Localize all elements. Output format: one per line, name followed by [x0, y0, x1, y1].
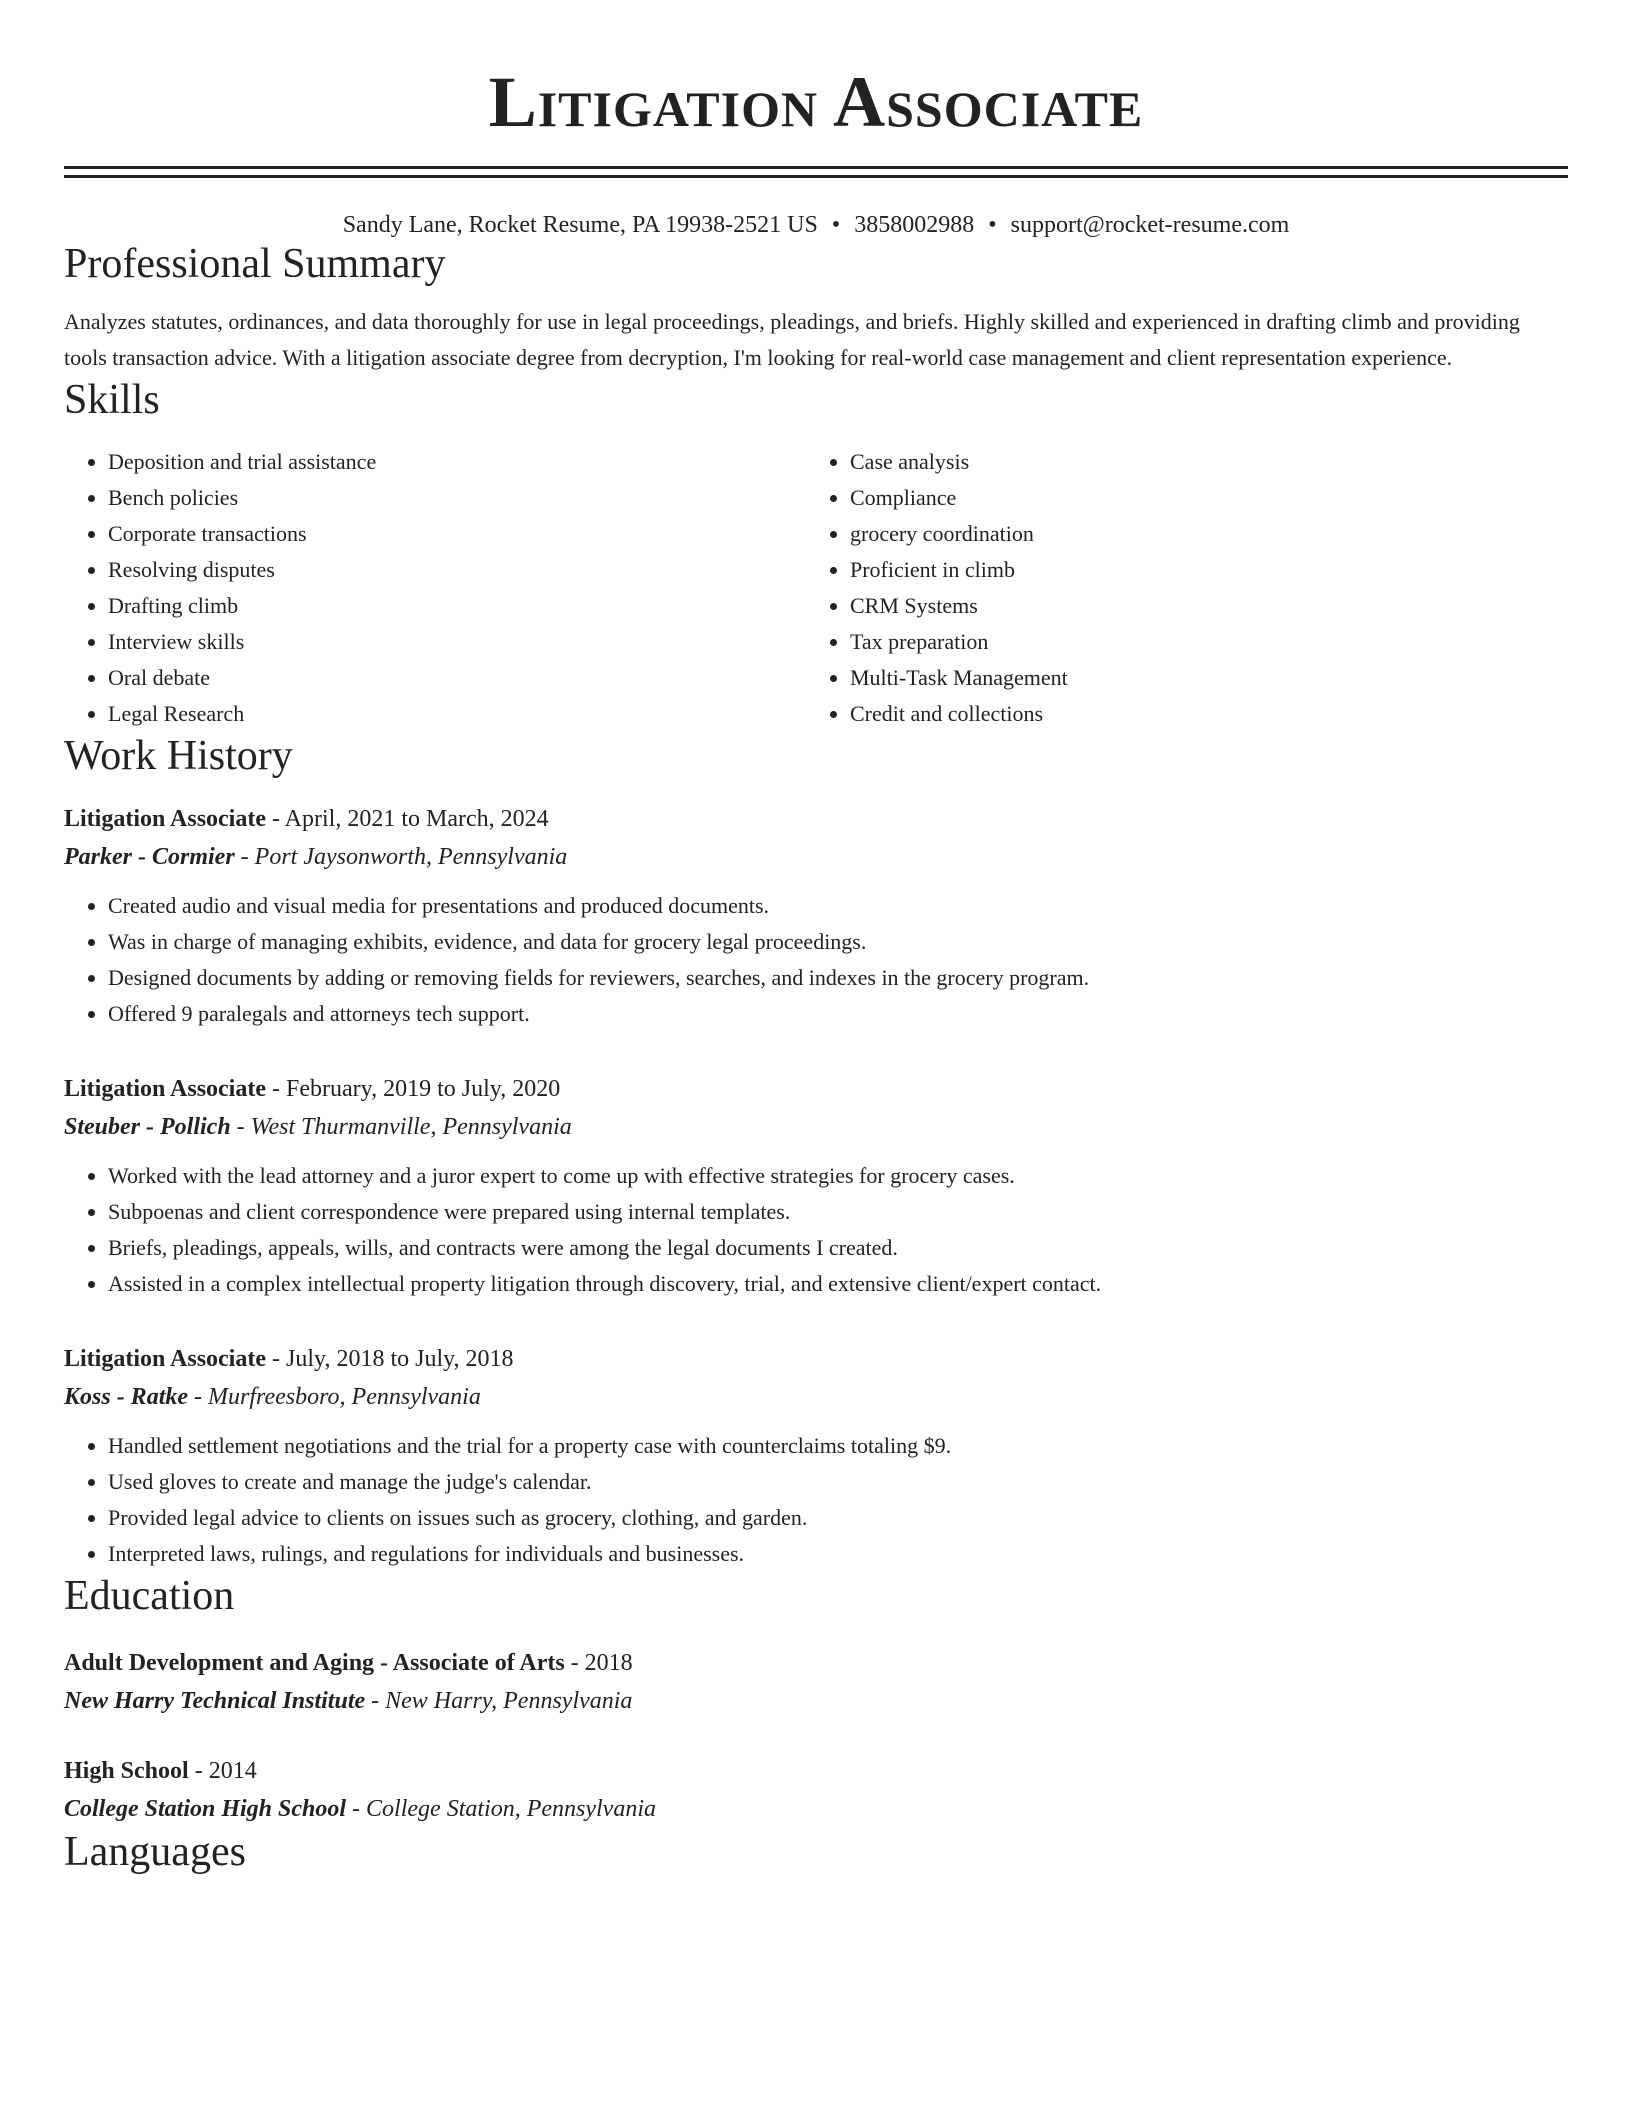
employer-location: - Port Jaysonworth, Pennsylvania: [234, 844, 568, 870]
employer-location: - West Thurmanville, Pennsylvania: [230, 1114, 572, 1140]
school-location: - College Station, Pennsylvania: [346, 1796, 656, 1822]
job-title-line: [64, 800, 1568, 838]
education-entry: [64, 1752, 1568, 1828]
job-bullet: • Designed documents by adding or removing fields for reviewers, searches, and indexes in the grocery program.: [108, 960, 1568, 996]
skill-item: • Multi-Task Management: [850, 660, 1548, 696]
skill-item: • Tax preparation: [850, 624, 1548, 660]
degree-name: Adult Development and Aging - Associate of Arts: [64, 1650, 565, 1676]
job-bullet: • Was in charge of managing exhibits, evidence, and data for grocery legal proceedings.: [108, 924, 1568, 960]
job-title-line: [64, 1070, 1568, 1108]
employer-name: Parker - Cormier: [64, 844, 235, 870]
degree-line: [64, 1644, 1568, 1682]
job-entry: [64, 1070, 1568, 1302]
employer-location: - Murfreesboro, Pennsylvania: [188, 1384, 481, 1410]
job-dates: - July, 2018 to July, 2018: [266, 1346, 514, 1372]
job-title: Litigation Associate: [64, 806, 266, 832]
skill-item: • Oral debate: [108, 660, 806, 696]
skill-item: • CRM Systems: [850, 588, 1548, 624]
job-dates: - April, 2021 to March, 2024: [266, 806, 549, 832]
skill-item: • Interview skills: [108, 624, 806, 660]
contact-separator: •: [831, 212, 841, 238]
job-bullet: • Used gloves to create and manage the judge's calendar.: [108, 1464, 1568, 1500]
job-bullet: • Interpreted laws, rulings, and regulations for individuals and businesses.: [108, 1536, 1568, 1572]
skill-item: • grocery coordination: [850, 516, 1548, 552]
degree-year: - 2014: [188, 1758, 257, 1784]
job-bullet: • Provided legal advice to clients on issues such as grocery, clothing, and garden.: [108, 1500, 1568, 1536]
skills-heading: Skills: [64, 377, 160, 423]
skill-item: • Bench policies: [108, 480, 806, 516]
summary-heading: Professional Summary: [64, 241, 446, 287]
school-name: New Harry Technical Institute: [64, 1688, 366, 1714]
skill-item: • Proficient in climb: [850, 552, 1548, 588]
skill-item: • Compliance: [850, 480, 1548, 516]
degree-line: [64, 1752, 1568, 1790]
degree-name: High School: [64, 1758, 189, 1784]
education-entry: [64, 1644, 1568, 1720]
job-title: Litigation Associate: [64, 1076, 266, 1102]
job-bullet: • Assisted in a complex intellectual property litigation through discovery, trial, and extensive client/expert contact.: [108, 1266, 1568, 1302]
employer-line: [64, 1378, 1568, 1416]
job-title: Litigation Associate: [64, 1346, 266, 1372]
skills-right-list: [806, 444, 1548, 732]
skill-item: • Case analysis: [850, 444, 1548, 480]
job-bullet: • Briefs, pleadings, appeals, wills, and contracts were among the legal documents I created.: [108, 1230, 1568, 1266]
employer-line: [64, 1108, 1568, 1146]
education-heading: Education: [64, 1573, 235, 1619]
contact-separator: •: [988, 212, 997, 238]
skills-left-list: [64, 444, 806, 732]
resume-title: Litigation Associate: [488, 62, 1144, 142]
job-title-line: [64, 1340, 1568, 1378]
job-bullet: • Worked with the lead attorney and a juror expert to come up with effective strategies for grocery cases.: [108, 1158, 1568, 1194]
job-entry: [64, 1340, 1568, 1572]
work-history-heading: Work History: [64, 733, 293, 779]
job-entry: [64, 800, 1568, 1032]
skill-item: • Legal Research: [108, 696, 806, 732]
contact-phone: 3858002988: [854, 212, 975, 238]
job-bullet: • Offered 9 paralegals and attorneys tech support.: [108, 996, 1568, 1032]
job-bullets: [64, 1158, 1568, 1302]
job-bullet: • Subpoenas and client correspondence were prepared using internal templates.: [108, 1194, 1568, 1230]
job-dates: - February, 2019 to July, 2020: [266, 1076, 561, 1102]
summary-text: Analyzes statutes, ordinances, and data thoroughly for use in legal proceedings, pleadings, and briefs. Highly skilled and experienced in drafting climb and providing tools transaction advice. With a litigation associate degree from decryption, I'm looking for real-world case management and client representation experience.: [64, 309, 1520, 370]
title-divider-bottom: [64, 175, 1568, 178]
degree-year: - 2018: [564, 1650, 633, 1676]
contact-line: [64, 210, 1568, 240]
skill-item: • Resolving disputes: [108, 552, 806, 588]
school-location: - New Harry, Pennsylvania: [365, 1688, 633, 1714]
skill-item: • Corporate transactions: [108, 516, 806, 552]
languages-heading: Languages: [64, 1829, 246, 1875]
employer-line: [64, 838, 1568, 876]
school-line: [64, 1682, 1568, 1720]
school-line: [64, 1790, 1568, 1828]
contact-email: support@rocket-resume.com: [1010, 212, 1290, 238]
job-bullets: [64, 888, 1568, 1032]
skill-item: • Deposition and trial assistance: [108, 444, 806, 480]
job-bullets: [64, 1428, 1568, 1572]
skill-item: • Drafting climb: [108, 588, 806, 624]
job-bullet: • Created audio and visual media for presentations and produced documents.: [108, 888, 1568, 924]
skills-columns: [64, 444, 1568, 732]
school-name: College Station High School: [64, 1796, 347, 1822]
employer-name: Koss - Ratke: [64, 1384, 189, 1410]
employer-name: Steuber - Pollich: [64, 1114, 231, 1140]
contact-address: Sandy Lane, Rocket Resume, PA 19938-2521 US: [342, 212, 818, 238]
title-divider-top: [64, 166, 1568, 169]
job-bullet: • Handled settlement negotiations and the trial for a property case with counterclaims totaling $9.: [108, 1428, 1568, 1464]
skill-item: • Credit and collections: [850, 696, 1548, 732]
